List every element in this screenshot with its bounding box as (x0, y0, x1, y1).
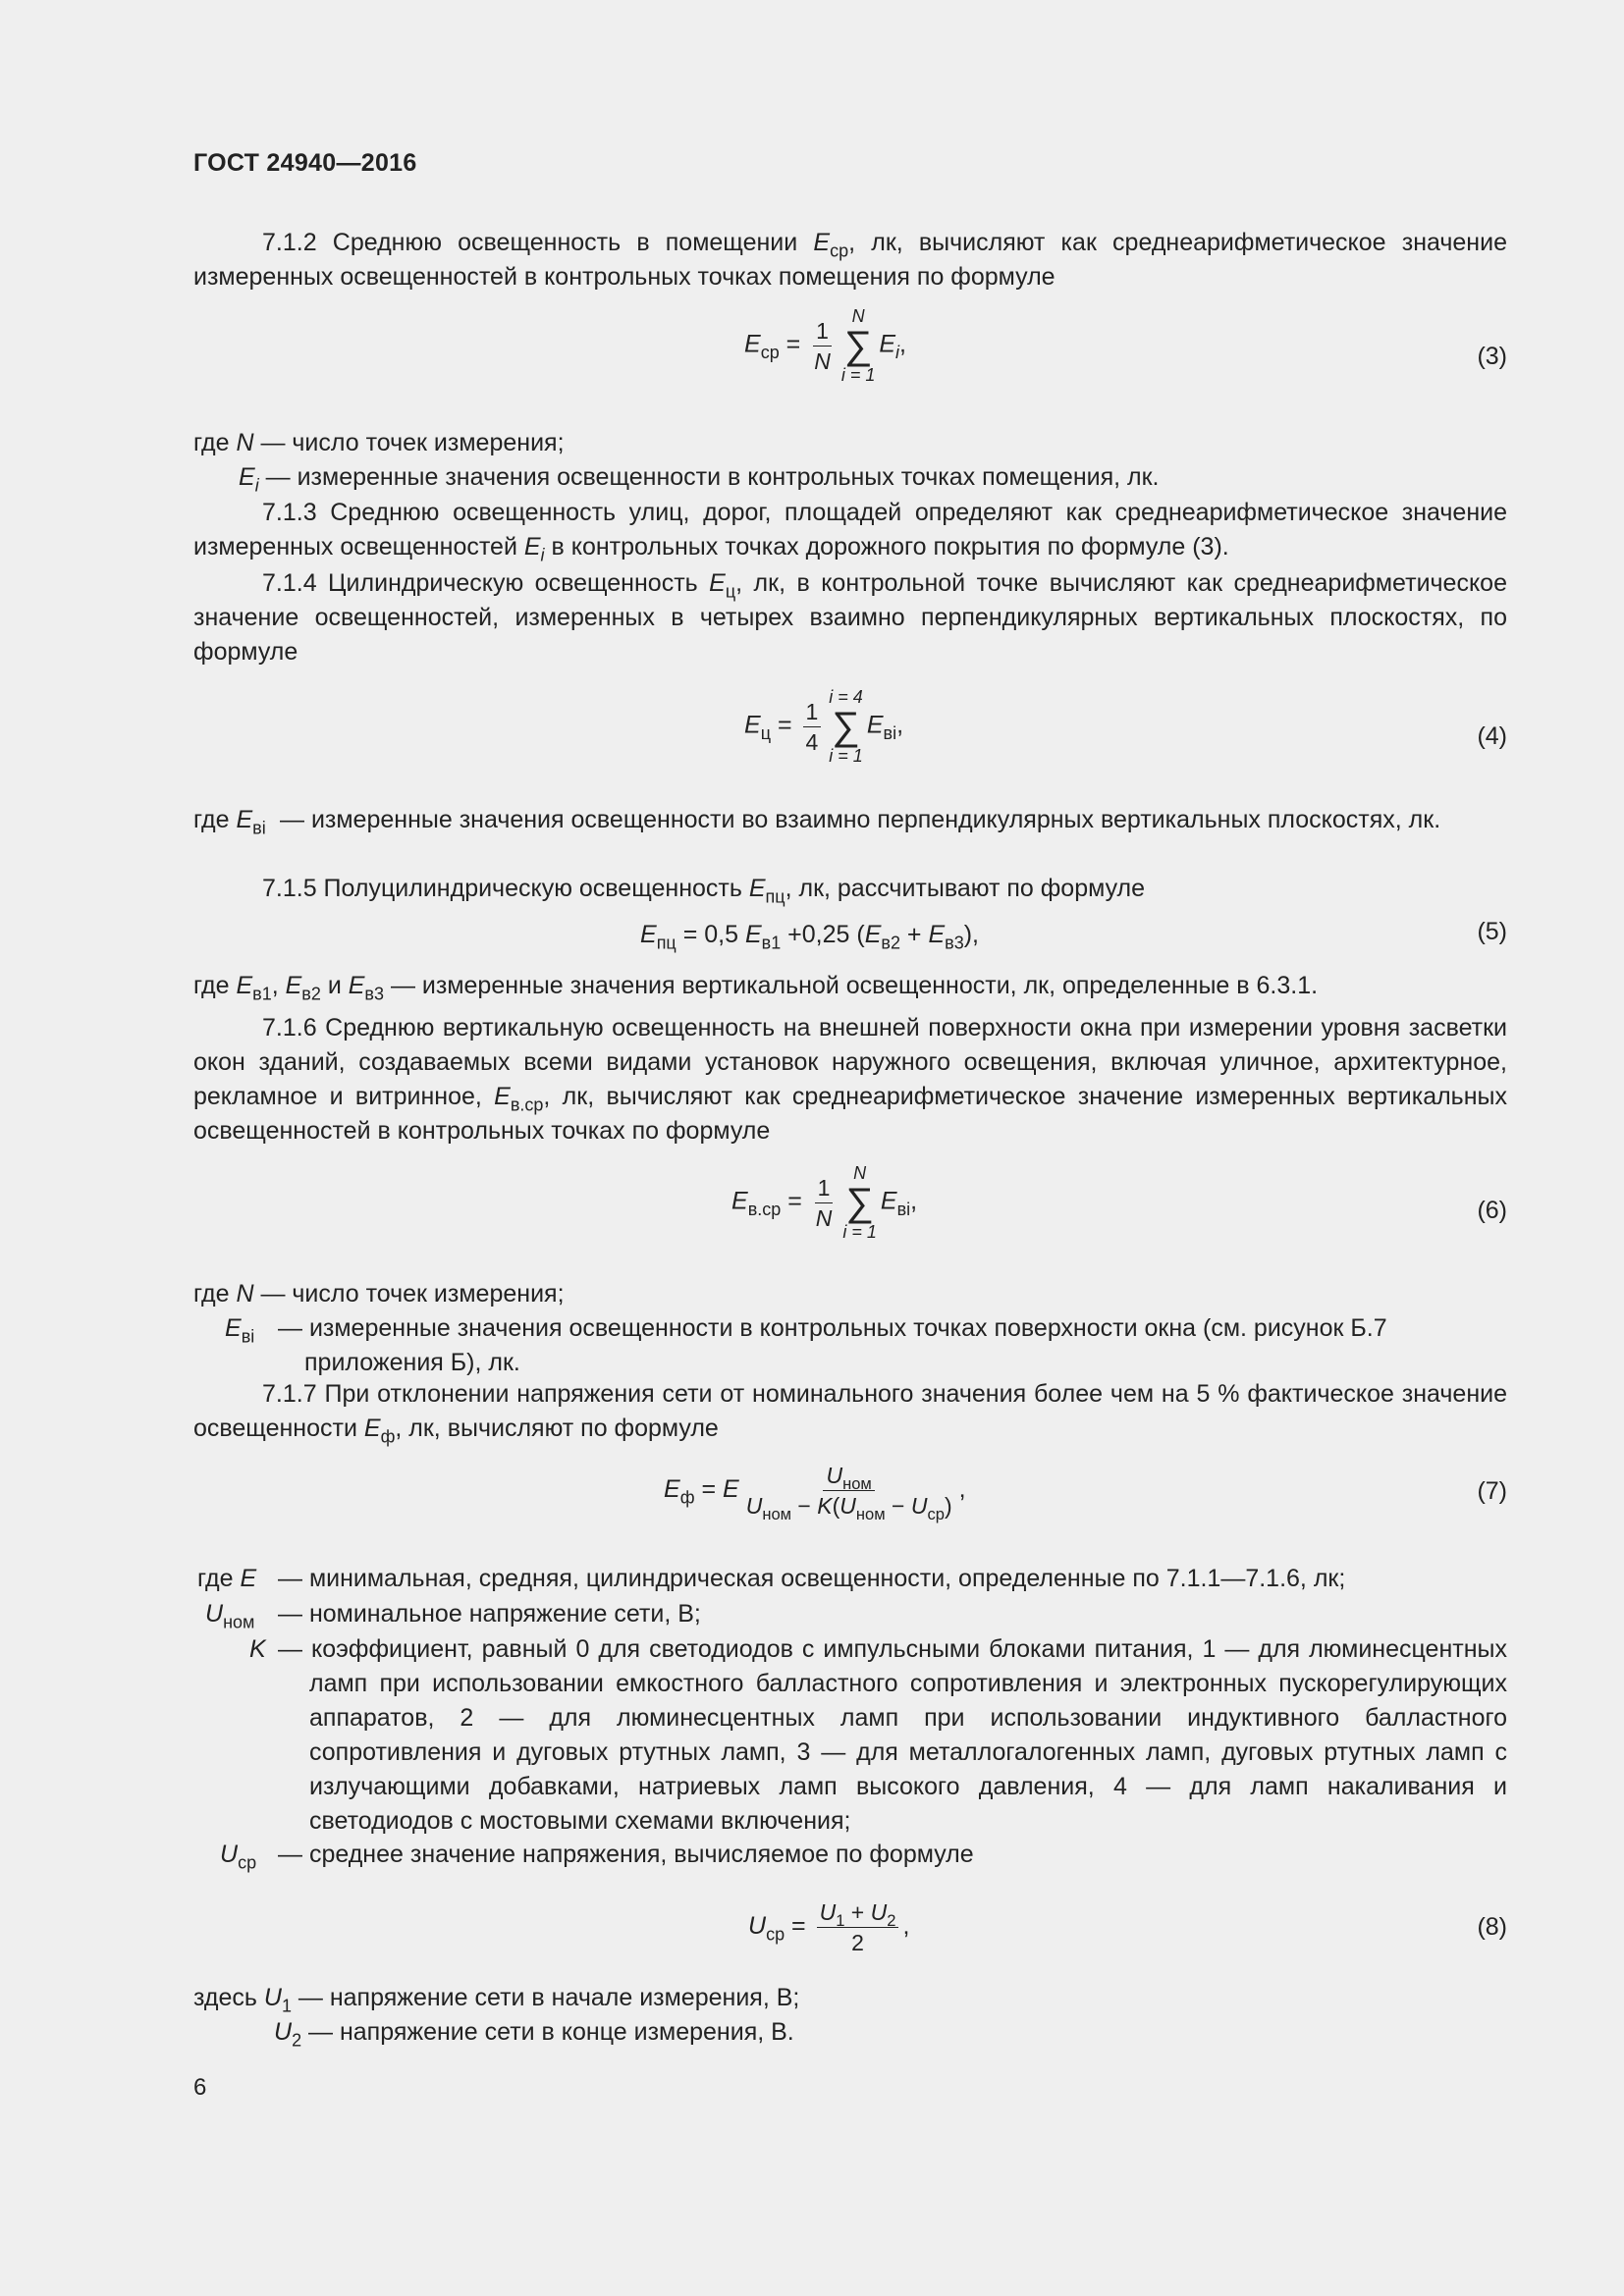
where-evi-2-label: $E_{вi}$ (225, 1314, 255, 1347)
eq-number-4: (4) (1477, 722, 1507, 750)
where-e-text: — минимальная, средняя, цилиндрическая освещенности, определенные по 7.1.1—7.1.6, лк; (278, 1565, 1346, 1592)
where-n-2: где N — число точек измерения; (193, 1280, 565, 1308)
page-number: 6 (193, 2074, 207, 2101)
where-evi-2-text: — измеренные значения освещенности в контрольных точках поверхности окна (см. рисунок Б.7 приложения Б), лк. (278, 1314, 1387, 1376)
para-7-1-3: 7.1.3 Среднюю освещенность улиц, дорог, площадей определяют как среднеарифметическое значение измеренных освещенностей $E_i$ в контрольных точках дорожного покрытия по формуле (3). (193, 499, 1507, 565)
formula-5: $E_{пц} = 0,5$ $E_{в1} +0,25$ $(E_{в2} + E_{в3})$, (640, 921, 980, 953)
where-ev123: где $E_{в1}$, $E_{в2}$ и $E_{в3}$ — измеренные значения вертикальной освещенности, лк, определенные в 6.3.1. (193, 972, 1319, 1004)
where-ei: $E_i$ — измеренные значения освещенности в контрольных точках помещения, лк. (239, 463, 1160, 496)
formula-7: $E_ф = E$ $\frac{U_{ном}}{U_{ном} - K(U_{ном} - U_{ср})}$ , (664, 1463, 966, 1523)
para-7-1-2: 7.1.2 Среднюю освещенность в помещении $E_{ср}$, лк, вычисляют как среднеарифметическое значение измеренных освещенностей в контрольных точках помещения по формуле (193, 229, 1507, 291)
eq-number-6: (6) (1477, 1197, 1507, 1224)
where-n: где N — число точек измерения; (193, 429, 565, 456)
where-unom-text: — номинальное напряжение сети, В; (278, 1600, 701, 1628)
where-e: где E (197, 1565, 257, 1592)
eq-number-5: (5) (1477, 918, 1507, 945)
document-header: ГОСТ 24940—2016 (193, 149, 417, 177)
where-evi-text: — измеренные значения освещенности во взаимно перпендикулярных вертикальных плоскостях, лк. (280, 806, 1441, 833)
eq-number-7: (7) (1477, 1477, 1507, 1505)
where-evi-label: где $E_{вi}$ (193, 806, 266, 838)
where-ucp-text: — среднее значение напряжения, вычисляемое по формуле (278, 1841, 974, 1868)
formula-4: $E_ц$ = $\frac{1}{4}$ i = 4 ∑ i = 1 $E_{вi}$, (744, 687, 904, 766)
para-7-1-4: 7.1.4 Цилиндрическую освещенность $E_ц$, лк, в контрольной точке вычисляют как среднеарифметическое значение освещенностей, измеренных в четырех взаимно перпендикулярных вертикальных плоскостях, по формуле (193, 569, 1507, 666)
para-7-1-5: 7.1.5 Полуцилиндрическую освещенность $E_{пц}$, лк, рассчитывают по формуле (262, 875, 1146, 907)
here-u2: $U_2$ — напряжение сети в конце измерения, В. (274, 2018, 794, 2051)
para-7-1-6: 7.1.6 Среднюю вертикальную освещенность на внешней поверхности окна при измерении уровня засветки окон зданий, создаваемых всеми видами установок наружного освещения, включая уличное, архитектурное, рекламное и витринное, $E_{в.ср}$, лк, вычисляют как среднеарифметическое значение измеренных вертикальных освещенностей в контрольных точках по формуле (193, 1014, 1507, 1145)
here-u1: здесь $U_1$ — напряжение сети в начале измерения, В; (193, 1984, 800, 2016)
where-k: K (249, 1635, 266, 1663)
where-k-text: — коэффициент, равный 0 для светодиодов с импульсными блоками питания, 1 — для люминесцентных ламп при использовании емкостного балластного сопротивления и электронных пускорегулирующих аппаратов, 2 — для люминесцентных ламп при использовании индуктивного балластного сопротивления и дуговых ртутных ламп, 3 — для металлогалогенных ламп, дуговых ртутных ламп с излучающими добавками, натриевых ламп высокого давления, 4 — для ламп накаливания и светодиодов с мостовыми схемами включения; (278, 1635, 1507, 1835)
where-ucp: $U_{ср}$ (220, 1841, 257, 1873)
eq-number-8: (8) (1477, 1913, 1507, 1941)
formula-6: $E_{в.ср}$ = $\frac{1}{N}$ N ∑ i = 1 $E_{вi}$, (731, 1163, 918, 1242)
para-7-1-7: 7.1.7 При отклонении напряжения сети от номинального значения более чем на 5 % фактическое значение освещенности $E_ф$, лк, вычисляют по формуле (193, 1380, 1507, 1447)
where-unom: $U_{ном}$ (205, 1600, 255, 1632)
eq-number-3: (3) (1477, 343, 1507, 370)
formula-8: $U_{ср}$ = $\frac{U_1 + U_2}{2}$ , (748, 1899, 910, 1955)
formula-3: $E_{ср}$ = $\frac{1}{N}$ N ∑ i = 1 $E_i$, (744, 306, 906, 385)
